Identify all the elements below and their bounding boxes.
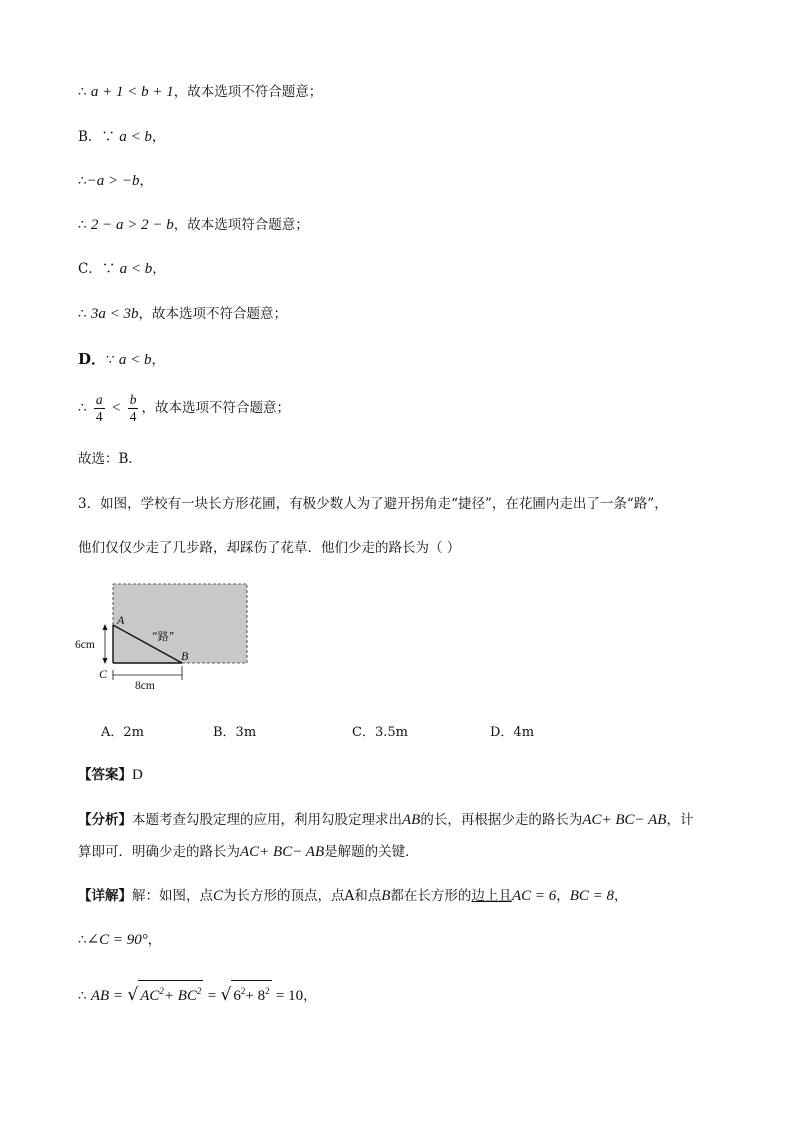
option-label: C． bbox=[78, 261, 102, 277]
detail-text: 为长方形的顶点，点A和点 bbox=[223, 888, 382, 904]
analysis-tag: 【分析】 bbox=[78, 812, 132, 828]
garden-figure bbox=[70, 578, 260, 693]
answer-value: D bbox=[132, 767, 143, 783]
fraction-denominator: 4 bbox=[95, 409, 103, 424]
math-expression: AC+ BC− AB bbox=[582, 812, 667, 828]
option-b: B．3m bbox=[213, 725, 257, 740]
therefore-symbol: ∴ bbox=[78, 988, 87, 1004]
solution-line-6 bbox=[78, 304, 287, 324]
math-expression: a < b bbox=[119, 261, 153, 277]
exponent: 2 bbox=[196, 986, 202, 996]
detail-text: 都在长方形的 bbox=[390, 888, 472, 904]
because-symbol: ∵ bbox=[106, 352, 115, 368]
answer-tag: 【答案】 bbox=[78, 767, 132, 783]
detail-text: 边上且 bbox=[471, 888, 512, 904]
detail-line-1 bbox=[78, 886, 628, 906]
detail-text: ， bbox=[147, 932, 162, 948]
math-expression: 2 − a > 2 − b bbox=[90, 217, 174, 233]
option-c: C．3.5m bbox=[352, 725, 408, 740]
radicand-term: + BC bbox=[163, 988, 197, 1004]
solution-line-5 bbox=[78, 259, 166, 279]
exponent: 2 bbox=[265, 986, 270, 996]
detail-text: ， bbox=[303, 988, 317, 1004]
radicand-term: + 8 bbox=[245, 988, 266, 1004]
math-expression: AC = 6 bbox=[511, 888, 557, 904]
analysis-text: 的长，再根据少走的路长为 bbox=[420, 812, 583, 828]
therefore-symbol: ∴ bbox=[78, 400, 87, 416]
math-result: = 10 bbox=[275, 988, 304, 1004]
math-expression: AB = bbox=[90, 988, 124, 1004]
fraction-numerator: b bbox=[129, 392, 137, 407]
math-expression: B bbox=[381, 888, 391, 904]
option-d: D．4m bbox=[490, 725, 535, 740]
math-expression: a + 1 < b + 1 bbox=[90, 84, 174, 100]
exponent: 2 bbox=[240, 986, 246, 996]
math-expression: a < b bbox=[118, 352, 152, 368]
detail-text: ， bbox=[614, 888, 628, 904]
option-label: D． bbox=[78, 350, 107, 368]
solution-line-2 bbox=[78, 127, 165, 147]
fraction-a-over-4 bbox=[94, 392, 105, 425]
answer-line bbox=[78, 765, 143, 785]
solution-line-7 bbox=[78, 349, 165, 370]
option-a: A．2m bbox=[101, 725, 144, 740]
detail-text: 解：如图，点 bbox=[132, 888, 213, 904]
fraction-denominator: 4 bbox=[129, 409, 137, 424]
math-expression: −a > −b bbox=[86, 173, 140, 189]
therefore-symbol: ∴ bbox=[78, 217, 87, 233]
less-than-sign: < bbox=[111, 400, 121, 416]
analysis-line-2 bbox=[78, 842, 419, 862]
solution-line-4 bbox=[78, 215, 309, 235]
line-text: ， bbox=[139, 173, 153, 189]
fraction-b-over-4 bbox=[128, 392, 139, 425]
analysis-text: 算即可．明确少走的路长为 bbox=[78, 844, 240, 860]
radicand-term: 6 bbox=[233, 988, 241, 1004]
math-expression: a < b bbox=[119, 129, 152, 145]
math-expression: AC+ BC− AB bbox=[240, 844, 325, 860]
line-text: ， bbox=[151, 129, 166, 145]
sqrt-icon: √ bbox=[127, 985, 139, 1005]
line-text: ， bbox=[151, 352, 166, 368]
solution-line-3 bbox=[78, 171, 153, 191]
label-a: A bbox=[117, 613, 125, 627]
detail-line-2 bbox=[78, 930, 161, 950]
line-text: ， bbox=[152, 261, 166, 277]
question-line-1: 3．如图，学校有一块长方形花圃，有极少数人为了避开拐角走“捷径”，在花圃内走出了一条“路”， bbox=[78, 496, 668, 512]
therefore-symbol: ∴ bbox=[78, 306, 87, 322]
analysis-text: 是解题的关键． bbox=[324, 844, 419, 860]
line-text: ，故本选项不符合题意； bbox=[138, 306, 288, 322]
math-expression: 3a < 3b bbox=[90, 306, 139, 322]
label-8cm: 8cm bbox=[135, 680, 155, 692]
final-choice-text: 故选：B． bbox=[78, 451, 142, 467]
therefore-symbol: ∴ bbox=[78, 84, 87, 100]
line-text: ，故本选项符合题意； bbox=[173, 217, 309, 233]
label-road: “路” bbox=[152, 630, 175, 643]
exponent: 2 bbox=[159, 986, 164, 996]
sqrt-radicand bbox=[138, 980, 203, 1006]
label-c: C bbox=[99, 667, 108, 681]
detail-line-3 bbox=[78, 980, 317, 1006]
line-text: ，故本选项不符合题意； bbox=[173, 84, 323, 100]
option-label: B． bbox=[78, 129, 102, 145]
analysis-line-1 bbox=[78, 810, 693, 830]
garden-rectangle bbox=[113, 584, 247, 663]
fraction-numerator: a bbox=[95, 392, 103, 407]
solution-line-1 bbox=[78, 82, 322, 102]
therefore-symbol: ∴ bbox=[78, 173, 87, 189]
therefore-symbol: ∴ bbox=[78, 932, 87, 948]
sqrt-radicand bbox=[231, 980, 271, 1006]
math-expression: BC = 8 bbox=[569, 888, 615, 904]
label-6cm: 6cm bbox=[75, 639, 95, 651]
arrow-down-icon bbox=[103, 658, 108, 664]
analysis-text: 本题考查勾股定理的应用，利用勾股定理求出 bbox=[132, 812, 402, 828]
label-b: B bbox=[181, 649, 189, 663]
sqrt-icon: √ bbox=[220, 985, 232, 1005]
equals-sign: = bbox=[207, 988, 217, 1004]
analysis-text: ，计 bbox=[666, 812, 694, 828]
final-choice bbox=[78, 449, 142, 469]
radicand-term: AC bbox=[140, 988, 160, 1004]
because-symbol: ∵ bbox=[101, 129, 115, 145]
detail-tag: 【详解】 bbox=[78, 888, 132, 904]
math-expression: ∠C = 90° bbox=[86, 932, 148, 948]
question-line-2: 他们仅仅少走了几步路，却踩伤了花草．他们少走的路长为（ ） bbox=[78, 540, 461, 556]
math-expression: AB bbox=[402, 812, 421, 828]
math-expression: C bbox=[213, 888, 224, 904]
arrow-up-icon bbox=[103, 624, 108, 630]
line-text: ，故本选项不符合题意； bbox=[141, 400, 290, 416]
solution-line-8 bbox=[78, 390, 290, 426]
because-symbol: ∵ bbox=[101, 261, 116, 277]
detail-text: ， bbox=[556, 888, 570, 904]
